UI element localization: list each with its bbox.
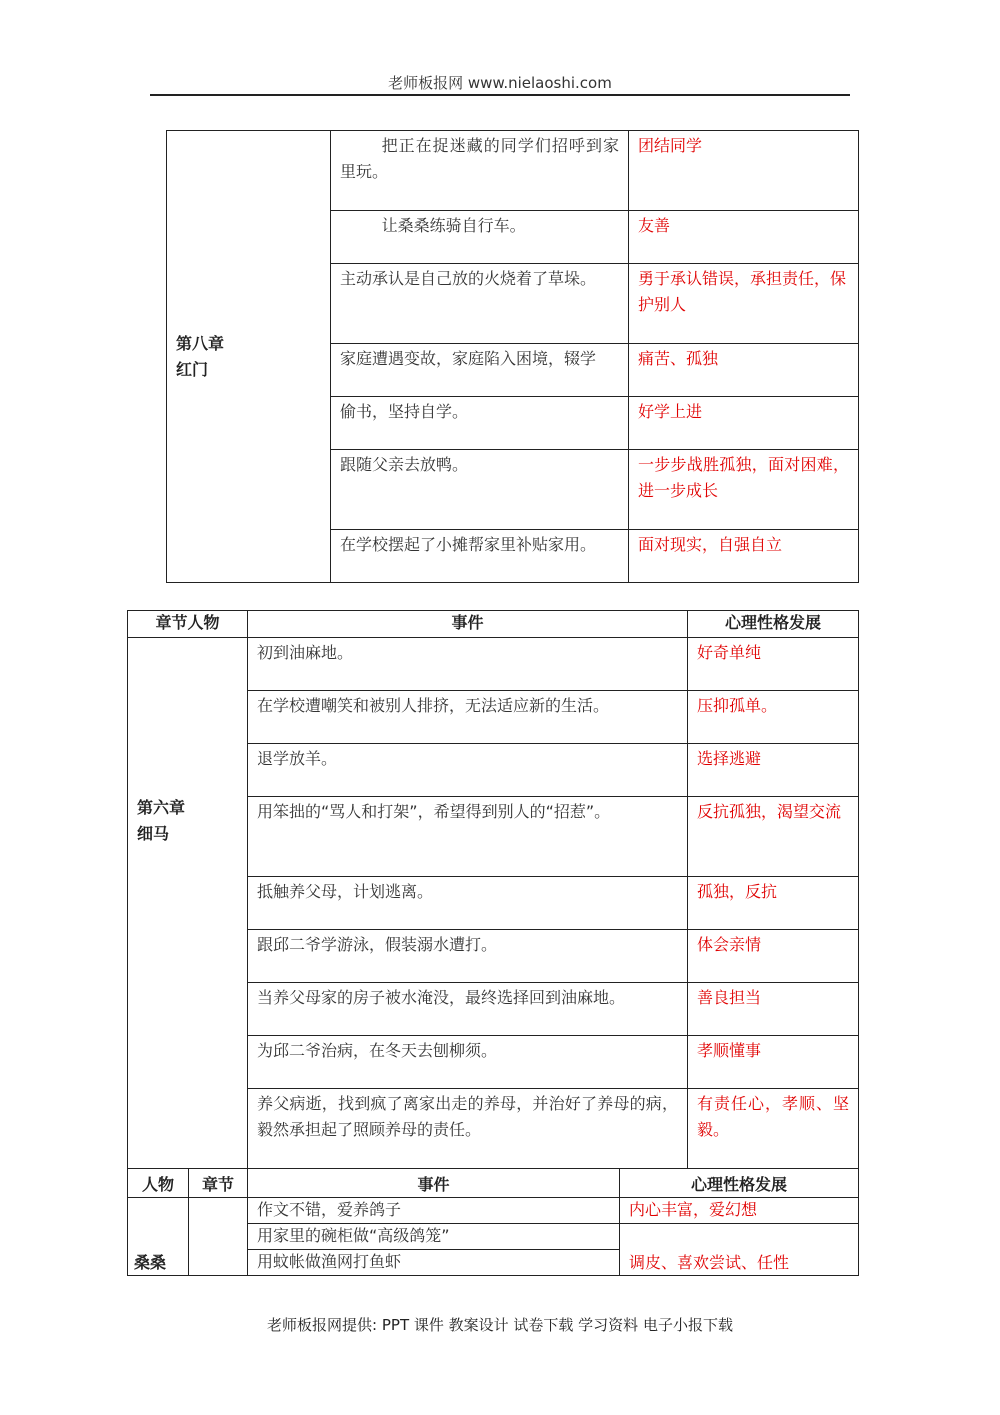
- trait-cell: 孤独，反抗: [688, 877, 859, 930]
- chapter-cell: [128, 638, 248, 1169]
- event-cell: 抵触养父母，计划逃离。: [248, 877, 688, 930]
- page-header: 老师板报网 www.nielaoshi.com: [150, 72, 850, 96]
- trait-cell: 体会亲情: [688, 930, 859, 983]
- trait-cell: 反抗孤独，渴望交流: [688, 797, 859, 877]
- event-cell: 家庭遭遇变故，家庭陷入困境，辍学: [331, 344, 629, 397]
- table-header-row: [128, 611, 859, 638]
- event-cell: 养父病逝，找到疯了离家出走的养母，并治好了养母的病，毅然承担起了照顾养母的责任。: [248, 1089, 688, 1169]
- event-cell: 主动承认是自己放的火烧着了草垛。: [331, 264, 629, 344]
- event-cell: 在学校遭嘲笑和被别人排挤，无法适应新的生活。: [248, 691, 688, 744]
- header-chapter: 章节: [189, 1169, 248, 1198]
- event-cell: 为邱二爷治病，在冬天去刨柳须。: [248, 1036, 688, 1089]
- header-trait: 心理性格发展: [620, 1169, 859, 1198]
- event-cell: 初到油麻地。: [248, 638, 688, 691]
- trait-cell: 痛苦、孤独: [629, 344, 859, 397]
- table-row: [128, 1198, 859, 1224]
- trait-cell: 勇于承认错误，承担责任，保护别人: [629, 264, 859, 344]
- table-header-row: [128, 1169, 859, 1198]
- event-cell: 偷书，坚持自学。: [331, 397, 629, 450]
- chapter-cell: [167, 131, 331, 583]
- page-footer: 老师板报网提供: PPT 课件 教案设计 试卷下载 学习资料 电子小报下载: [267, 1316, 733, 1334]
- trait-cell: 一步步战胜孤独，面对困难，进一步成长: [629, 450, 859, 530]
- trait-cell: 好奇单纯: [688, 638, 859, 691]
- table-row: [167, 131, 859, 211]
- event-cell: 作文不错，爱养鸽子: [248, 1198, 620, 1224]
- event-cell: 在学校摆起了小摊帮家里补贴家用。: [331, 530, 629, 583]
- event-cell: 让桑桑练骑自行车。: [331, 211, 629, 264]
- header-trait: 心理性格发展: [688, 611, 859, 638]
- chapter-name: 红门: [176, 359, 209, 379]
- chapter-8-table: [166, 130, 859, 583]
- trait-cell-merged: 调皮、喜欢尝试、任性: [620, 1224, 859, 1276]
- trait-cell: 面对现实，自强自立: [629, 530, 859, 583]
- trait-cell: 好学上进: [629, 397, 859, 450]
- event-cell: 用蚊帐做渔网打鱼虾: [248, 1250, 620, 1276]
- table-row: [128, 638, 859, 691]
- trait-cell: 善良担当: [688, 983, 859, 1036]
- trait-cell: 团结同学: [629, 131, 859, 211]
- chapter-title: 第八章: [176, 333, 225, 353]
- header-event: 事件: [248, 1169, 620, 1198]
- trait-cell: 压抑孤单。: [688, 691, 859, 744]
- event-cell: 把正在捉迷藏的同学们招呼到家里玩。: [331, 131, 629, 211]
- person-cell: 桑桑: [128, 1198, 189, 1276]
- header-event: 事件: [248, 611, 688, 638]
- event-cell: 用笨拙的“骂人和打架”，希望得到别人的“招惹”。: [248, 797, 688, 877]
- chapter-cell: [189, 1198, 248, 1276]
- header-person: 人物: [128, 1169, 189, 1198]
- trait-cell: 孝顺懂事: [688, 1036, 859, 1089]
- chapter-6-table: [127, 610, 859, 1169]
- trait-cell: 选择逃避: [688, 744, 859, 797]
- trait-cell: 友善: [629, 211, 859, 264]
- event-cell: 跟随父亲去放鸭。: [331, 450, 629, 530]
- trait-cell: 内心丰富，爱幻想: [620, 1198, 859, 1224]
- event-cell: 用家里的碗柜做“高级鸽笼”: [248, 1224, 620, 1250]
- event-cell: 当养父母家的房子被水淹没，最终选择回到油麻地。: [248, 983, 688, 1036]
- trait-cell: 有责任心，孝顺、坚毅。: [688, 1089, 859, 1169]
- chapter-name: 细马: [137, 824, 170, 843]
- event-cell: 跟邱二爷学游泳，假装溺水遭打。: [248, 930, 688, 983]
- chapter-title: 第六章: [137, 798, 186, 817]
- sangsang-table: [127, 1168, 859, 1276]
- event-cell: 退学放羊。: [248, 744, 688, 797]
- header-chapter-person: 章节人物: [128, 611, 248, 638]
